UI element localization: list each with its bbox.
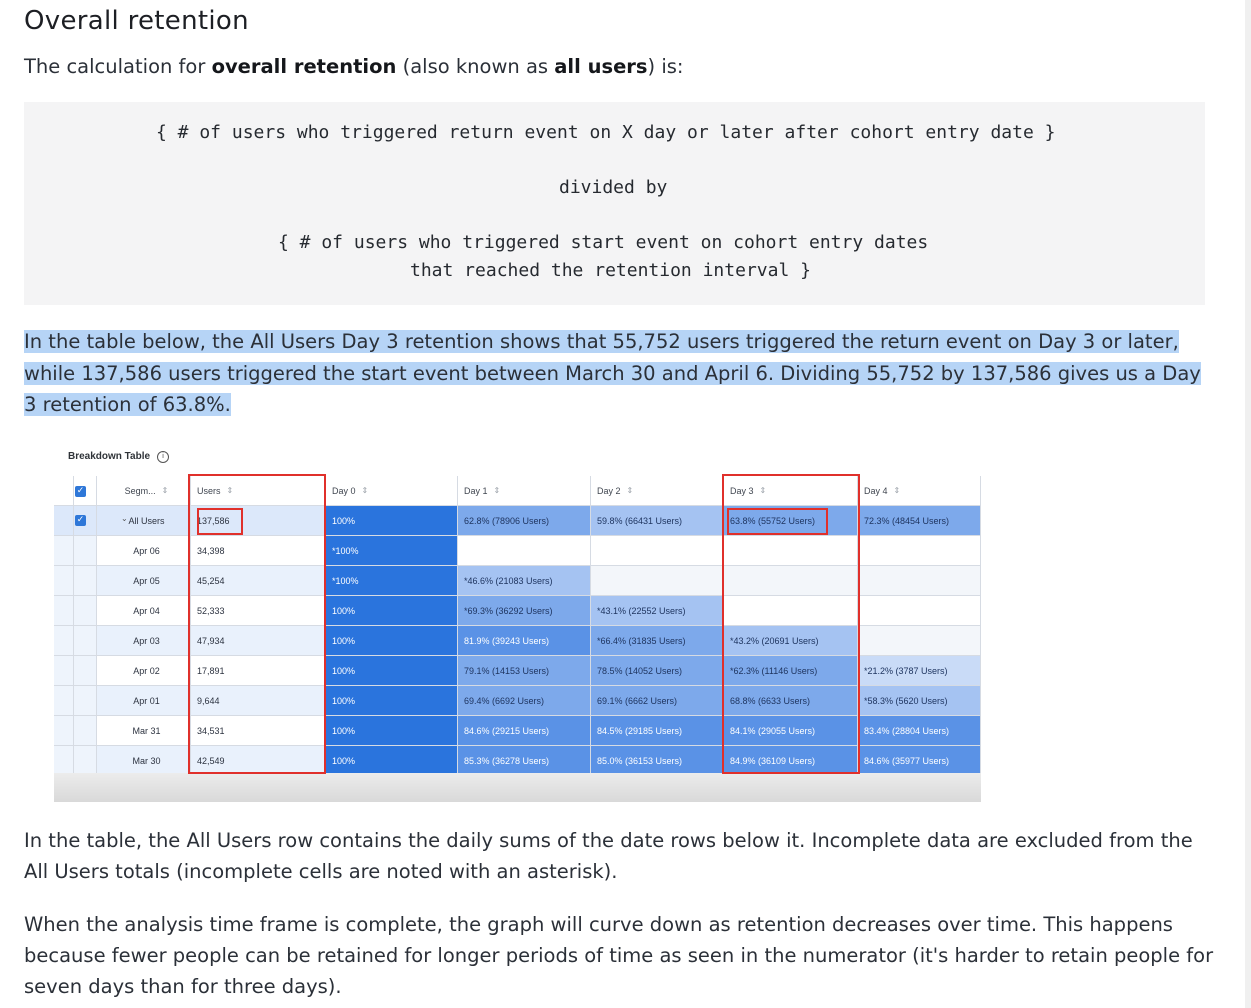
page-scrollbar[interactable]: [1245, 0, 1251, 1008]
retention-cell: 100%: [326, 656, 458, 686]
retention-cell: 83.4% (28804 Users): [858, 716, 981, 746]
sort-icon[interactable]: ⇕: [226, 486, 234, 495]
retention-cell: 69.1% (6662 Users): [591, 686, 724, 716]
explanation-paragraph: In the table, the All Users row contains the daily sums of the date rows below it. Incomplete data are excluded from the All Users totals (incomplete cells are noted with an asterisk).: [24, 829, 1193, 883]
formula-denominator-line2: that reached the retention interval }: [410, 260, 811, 281]
retention-cell: 85.0% (36153 Users): [591, 746, 724, 776]
users-cell: 34,398: [191, 536, 326, 566]
retention-cell: *100%: [326, 536, 458, 566]
sort-icon[interactable]: ⇕: [626, 486, 634, 495]
intro-text-mid: (also known as: [396, 55, 555, 78]
column-header-label: Day 0: [332, 485, 356, 496]
row-expand-cell: [74, 596, 97, 626]
users-cell: 34,531: [191, 716, 326, 746]
retention-cell: [591, 536, 724, 566]
retention-cell: [858, 596, 981, 626]
retention-cell: 68.8% (6633 Users): [724, 686, 858, 716]
retention-cell: 84.6% (35977 Users): [858, 746, 981, 776]
intro-text-post: ) is:: [647, 55, 684, 78]
row-checkbox-cell: [54, 656, 74, 686]
retention-cell: [458, 536, 591, 566]
column-header-label: Day 4: [864, 485, 888, 496]
users-cell: 9,644: [191, 686, 326, 716]
sort-icon[interactable]: ⇕: [493, 486, 501, 495]
column-header-label: Users: [197, 485, 221, 496]
formula-numerator: { # of users who triggered return event on X day or later after cohort entry date }: [156, 122, 1056, 143]
column-header-day-0[interactable]: [326, 476, 458, 506]
select-all-checkbox[interactable]: ✓: [76, 486, 85, 496]
retention-cell: *21.2% (3787 Users): [858, 656, 981, 686]
retention-cell: *62.3% (11146 Users): [724, 656, 858, 686]
segment-cell: Apr 03: [97, 626, 191, 656]
retention-cell: 100%: [326, 716, 458, 746]
column-header-label: Segm...: [124, 485, 156, 496]
sort-icon[interactable]: ⇕: [893, 486, 901, 495]
row-expand-cell: [74, 656, 97, 686]
retention-cell: 59.8% (66431 Users): [591, 506, 724, 536]
row-checkbox-cell: [54, 596, 74, 626]
retention-cell: *100%: [326, 566, 458, 596]
row-expand-cell: [74, 566, 97, 596]
retention-cell: 79.1% (14153 Users): [458, 656, 591, 686]
formula-divider: divided by: [559, 177, 668, 198]
column-header-day-4[interactable]: [858, 476, 981, 506]
segment-cell: Apr 02: [97, 656, 191, 686]
segment-cell: Mar 31: [97, 716, 191, 746]
selected-paragraph: [24, 326, 1209, 421]
retention-cell: *43.2% (20691 Users): [724, 626, 858, 656]
retention-cell: 84.9% (36109 Users): [724, 746, 858, 776]
sort-icon[interactable]: ⇕: [161, 486, 169, 495]
retention-cell: 69.4% (6692 Users): [458, 686, 591, 716]
retention-cell: [858, 566, 981, 596]
retention-cell: *66.4% (31835 Users): [591, 626, 724, 656]
row-checkbox-cell: [54, 626, 74, 656]
column-header-day-1[interactable]: [458, 476, 591, 506]
selection-highlight: In the table below, the All Users Day 3 retention shows that 55,752 users triggered the return event on Day 3 or later, while 137,586 users triggered the start event between March 30 and April 6. Dividing 55,752 by 137,586 gives us a Day 3 retention of 63.8%.: [24, 330, 1201, 416]
retention-cell: 81.9% (39243 Users): [458, 626, 591, 656]
header-checkbox-cell: [54, 476, 74, 506]
column-header-day-2[interactable]: [591, 476, 724, 506]
users-cell: 52,333: [191, 596, 326, 626]
retention-cell: *43.1% (22552 Users): [591, 596, 724, 626]
segment-cell: All Users: [97, 506, 191, 536]
retention-cell: *69.3% (36292 Users): [458, 596, 591, 626]
intro-text-pre: The calculation for: [24, 55, 212, 78]
retention-cell: 84.5% (29185 Users): [591, 716, 724, 746]
row-checkbox-cell: [54, 746, 74, 776]
page-heading: Overall retention: [24, 6, 249, 36]
users-cell: 137,586: [191, 506, 326, 536]
sort-icon[interactable]: ⇕: [759, 486, 767, 495]
retention-cell: 62.8% (78906 Users): [458, 506, 591, 536]
term-all-users: all users: [554, 55, 648, 78]
curve-paragraph: When the analysis time frame is complete, the graph will curve down as retention decreases over time. This happens because fewer people can be retained for longer periods of time as seen in the numerator (it's harder to retain people for seven days than for three days).: [24, 913, 1214, 998]
users-cell: 42,549: [191, 746, 326, 776]
retention-cell: 100%: [326, 686, 458, 716]
breakdown-table-title: Breakdown Table: [68, 451, 151, 462]
row-expand-cell: [74, 746, 97, 776]
retention-cell: *46.6% (21083 Users): [458, 566, 591, 596]
column-header-label: Day 1: [464, 485, 488, 496]
users-cell: 17,891: [191, 656, 326, 686]
intro-paragraph: [24, 51, 683, 82]
retention-cell: 84.6% (29215 Users): [458, 716, 591, 746]
row-expand-cell: [74, 626, 97, 656]
row-checkbox-cell: [54, 506, 74, 536]
retention-cell: 84.1% (29055 Users): [724, 716, 858, 746]
row-expand-cell: [74, 686, 97, 716]
users-cell: 47,934: [191, 626, 326, 656]
segment-cell: Apr 05: [97, 566, 191, 596]
retention-cell: [591, 566, 724, 596]
sort-icon[interactable]: ⇕: [361, 486, 369, 495]
term-overall-retention: overall retention: [211, 55, 397, 78]
users-cell: 45,254: [191, 566, 326, 596]
retention-cell: *58.3% (5620 Users): [858, 686, 981, 716]
row-checkbox-cell: [54, 716, 74, 746]
formula-code-block: [24, 102, 1205, 305]
row-expand-cell: [74, 536, 97, 566]
expand-chevron-icon[interactable]: ⌄: [121, 514, 128, 523]
retention-cell: 72.3% (48454 Users): [858, 506, 981, 536]
retention-cell: 100%: [326, 746, 458, 776]
all-users-checkbox[interactable]: ✓: [76, 515, 85, 525]
retention-cell: 78.5% (14052 Users): [591, 656, 724, 686]
column-header-label: Day 2: [597, 485, 621, 496]
info-icon: i: [157, 451, 169, 463]
retention-cell: 100%: [326, 596, 458, 626]
formula-denominator-line1: { # of users who triggered start event on cohort entry dates: [278, 232, 929, 253]
segment-cell: Apr 06: [97, 536, 191, 566]
column-header-label: Day 3: [730, 485, 754, 496]
row-checkbox-cell: [54, 686, 74, 716]
total-users-callout: [197, 508, 243, 535]
segment-cell: Mar 30: [97, 746, 191, 776]
column-header-segment[interactable]: [97, 476, 191, 506]
row-expand-cell: [74, 716, 97, 746]
retention-cell: 63.8% (55752 Users): [724, 506, 858, 536]
retention-cell: 100%: [326, 506, 458, 536]
day3-all-users-callout: [727, 508, 828, 535]
retention-cell: [858, 536, 981, 566]
retention-cell: [858, 626, 981, 656]
breakdown-table-screenshot: [54, 440, 981, 802]
retention-cell: 85.3% (36278 Users): [458, 746, 591, 776]
horizontal-scrollbar[interactable]: [54, 773, 981, 802]
row-checkbox-cell: [54, 536, 74, 566]
row-checkbox-cell: [54, 566, 74, 596]
retention-cell: 100%: [326, 626, 458, 656]
segment-cell: Apr 04: [97, 596, 191, 626]
segment-cell: Apr 01: [97, 686, 191, 716]
